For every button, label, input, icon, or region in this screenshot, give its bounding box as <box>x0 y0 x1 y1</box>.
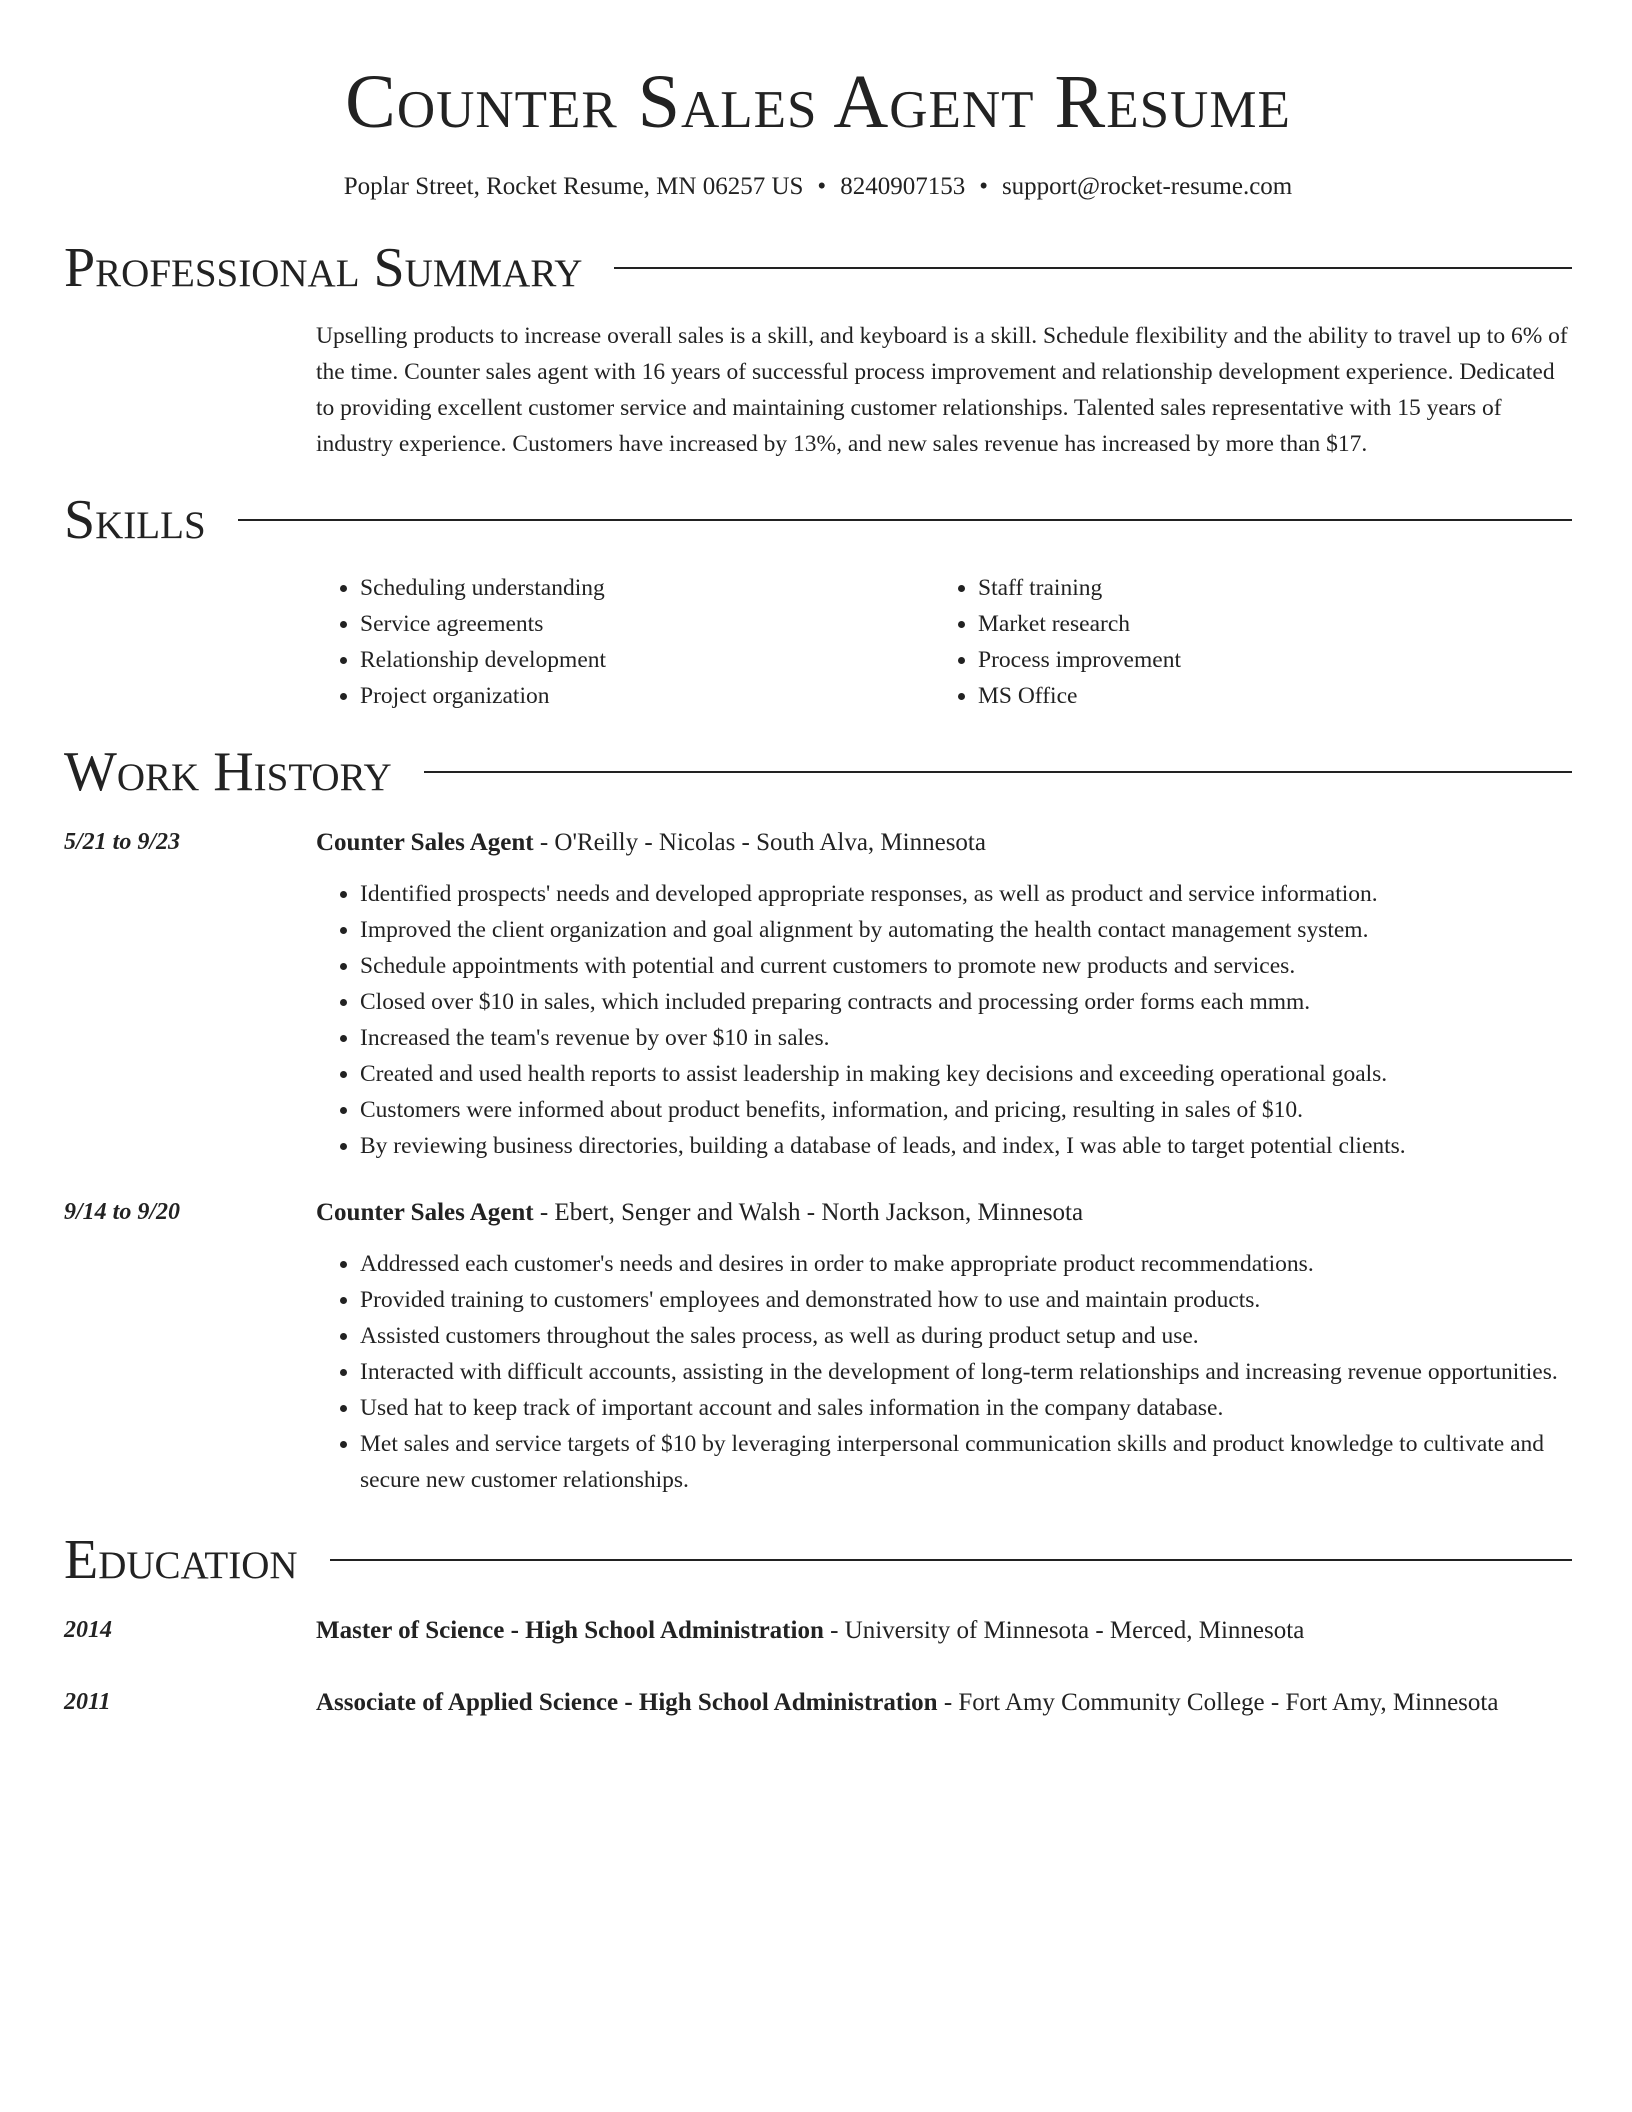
skill-item: • Staff training <box>978 570 1552 606</box>
skills-list-left <box>316 570 934 714</box>
job-bullet: • Assisted customers throughout the sales process, as well as during product setup and use. <box>360 1318 1572 1354</box>
education-degree: Master of Science - High School Administration <box>316 1617 824 1644</box>
education-body <box>316 1612 1572 1650</box>
job-body <box>316 824 1572 1164</box>
job-bullet: • Interacted with difficult accounts, assisting in the development of long-term relationships and increasing revenue opportunities. <box>360 1354 1572 1390</box>
job-bullets <box>316 1246 1572 1498</box>
job-title-line <box>316 824 1572 862</box>
skills-section-heading <box>64 489 1572 551</box>
skills-column-left <box>316 570 934 714</box>
contact-email: support@rocket-resume.com <box>1001 173 1293 200</box>
job-employer: - Ebert, Senger and Walsh - North Jackson, Minnesota <box>533 1199 1084 1226</box>
education-line <box>316 1612 1572 1650</box>
job-bullet: • Identified prospects' needs and developed appropriate responses, as well as product and service information. <box>360 876 1572 912</box>
job-bullet: • Provided training to customers' employees and demonstrated how to use and maintain products. <box>360 1282 1572 1318</box>
education-school: - Fort Amy Community College - Fort Amy, Minnesota <box>937 1689 1499 1716</box>
education-degree: Associate of Applied Science - High School Administration <box>316 1689 938 1716</box>
work-divider <box>424 771 1572 773</box>
job-dates: 5/21 to 9/23 <box>64 829 181 855</box>
resume-page <box>64 0 1572 1722</box>
job-bullet: • Used hat to keep track of important account and sales information in the company database. <box>360 1390 1572 1426</box>
contact-separator: • <box>979 173 988 200</box>
summary-heading: Professional Summary <box>64 237 583 299</box>
education-section-heading <box>64 1529 1572 1591</box>
skills-column-right <box>934 570 1552 714</box>
job-bullet: • Increased the team's revenue by over $10 in sales. <box>360 1020 1572 1056</box>
education-divider <box>330 1559 1572 1561</box>
skill-item: • Relationship development <box>360 642 934 678</box>
contact-separator: • <box>817 173 827 200</box>
education-year: 2011 <box>64 1689 111 1715</box>
job-bullet: • Addressed each customer's needs and desires in order to make appropriate product recommendations. <box>360 1246 1572 1282</box>
job-body <box>316 1194 1572 1498</box>
job-employer: - O'Reilly - Nicolas - South Alva, Minnesota <box>533 829 986 856</box>
summary-section-heading <box>64 237 1572 299</box>
summary-text: Upselling products to increase overall sales is a skill, and keyboard is a skill. Schedule flexibility and the ability to travel up to 6% of the time. Counter sales agent with 16 years of successful process improvement and relationship development experience. Dedicated to providing excellent customer service and maintaining customer relationships. Talented sales representative with 15 years of industry experience. Customers have increased by 13%, and new sales revenue has increased by more than $17. <box>316 323 1568 457</box>
job-title-line <box>316 1194 1572 1232</box>
job-bullets <box>316 876 1572 1164</box>
job-bullet: • Closed over $10 in sales, which included preparing contracts and processing order forms each mmm. <box>360 984 1572 1020</box>
skills-list-right <box>934 570 1552 714</box>
summary-divider <box>614 267 1572 269</box>
skill-item: • Process improvement <box>978 642 1552 678</box>
contact-line <box>64 172 1572 202</box>
skills-heading: Skills <box>64 489 206 551</box>
skills-grid <box>316 570 1572 714</box>
education-entry <box>64 1612 1572 1650</box>
skill-item: • Market research <box>978 606 1552 642</box>
contact-phone: 8240907153 <box>840 173 966 200</box>
job-bullet: • Created and used health reports to assist leadership in making key decisions and exceeding operational goals. <box>360 1056 1572 1092</box>
education-heading: Education <box>64 1529 298 1591</box>
education-body <box>316 1684 1572 1722</box>
contact-address: Poplar Street, Rocket Resume, MN 06257 US <box>343 173 804 200</box>
job-dates: 9/14 to 9/20 <box>64 1199 181 1225</box>
education-year: 2014 <box>64 1617 112 1643</box>
job-bullet: • By reviewing business directories, building a database of leads, and index, I was able to target potential clients. <box>360 1128 1572 1164</box>
education-line <box>316 1684 1572 1722</box>
education-entry <box>64 1684 1572 1722</box>
job-bullet: • Met sales and service targets of $10 by leveraging interpersonal communication skills and product knowledge to cultivate and secure new customer relationships. <box>360 1426 1572 1498</box>
job-bullet: • Improved the client organization and goal alignment by automating the health contact management system. <box>360 912 1572 948</box>
job-title: Counter Sales Agent <box>316 1199 534 1226</box>
work-heading: Work History <box>64 741 392 803</box>
skill-item: • MS Office <box>978 678 1552 714</box>
job-bullet: • Schedule appointments with potential and current customers to promote new products and services. <box>360 948 1572 984</box>
job-entry <box>64 824 1572 1164</box>
skill-item: • Scheduling understanding <box>360 570 934 606</box>
skill-item: • Service agreements <box>360 606 934 642</box>
job-entry <box>64 1194 1572 1498</box>
work-section-heading <box>64 741 1572 803</box>
skill-item: • Project organization <box>360 678 934 714</box>
job-title: Counter Sales Agent <box>316 829 534 856</box>
education-school: - University of Minnesota - Merced, Minnesota <box>823 1617 1305 1644</box>
job-bullet: • Customers were informed about product benefits, information, and pricing, resulting in sales of $10. <box>360 1092 1572 1128</box>
resume-title: Counter Sales Agent Resume <box>345 60 1291 144</box>
skills-divider <box>238 519 1572 521</box>
